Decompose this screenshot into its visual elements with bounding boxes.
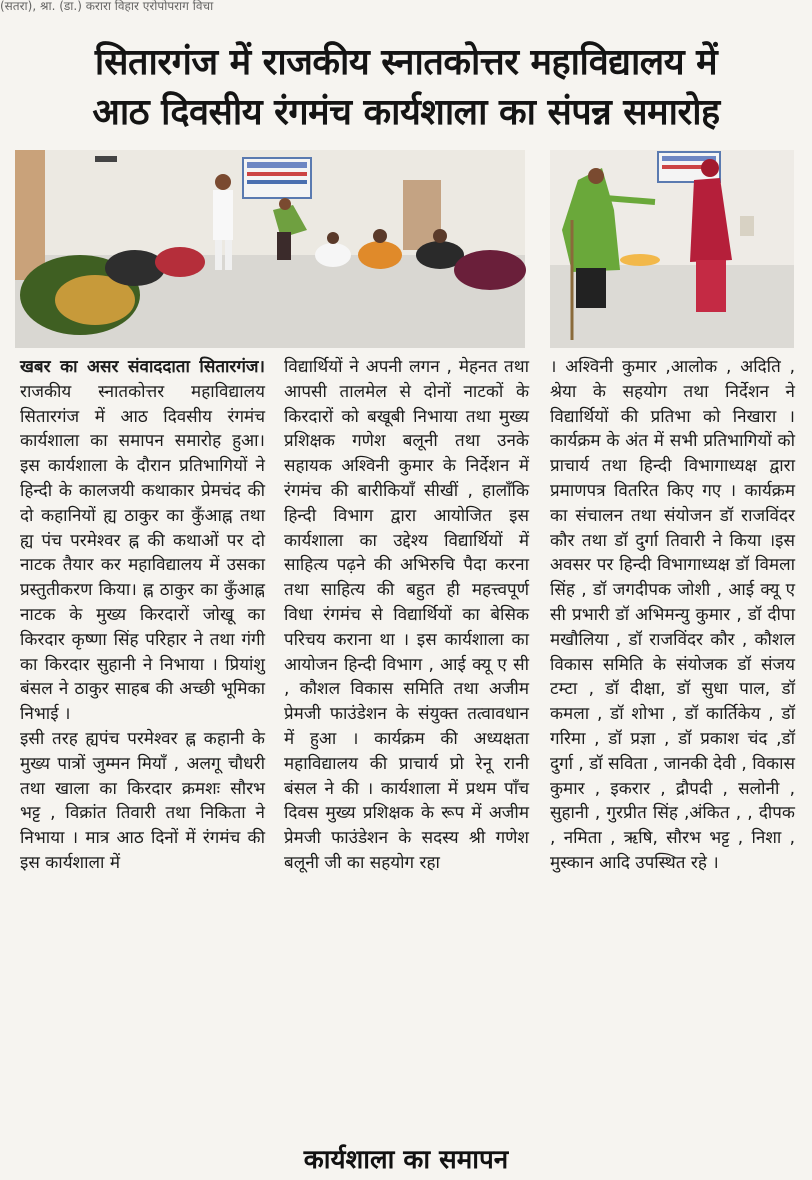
article-column-3: [550, 355, 795, 876]
next-headline-strip: कार्यशाला का समापन: [303, 1145, 509, 1175]
previous-article-strip: (सतरा), श्रा. (डा.) करारा विहार एरोपोपराग विचा: [0, 0, 214, 13]
headline: [0, 38, 812, 138]
headline-line-1: सितारगंज में राजकीय स्नातकोत्तर महाविद्यालय में: [94, 42, 718, 83]
article-text-2: विद्यार्थियों ने अपनी लगन , मेहनत तथा आपसी तालमेल से दोनों नाटकों के किरदारों को बखूबी निभाया तथा मुख्य प्रशिक्षक गणेश बलूनी तथा उनके सहायक अश्विनी कुमार के निर्देशन में रंगमंच की बारीकियाँ सीखीं , हालाँकि हिन्दी विभाग द्वारा आयोजित इस कार्यशाला का उद्देश्य विद्यार्थियों में साहित्य पढ़ने की अभिरुचि पैदा करना तथा साहित्य की बहुत ही महत्त्वपूर्ण विधा रंगमंच से विद्यार्थियों का बेसिक परिचय कराना था । इस कार्यशाला का आयोजन हिन्दी विभाग , आई क्यू ए सी , कौशल विकास समिति तथा अजीम प्रेमजी फाउंडेशन के संयुक्त तत्वावधान में हुआ । कार्यक्रम की अध्यक्षता महाविद्यालय की प्राचार्य प्रो रेनू रानी बंसल ने की । कार्यशाला में प्रथम पाँच दिवस मुख्य प्रशिक्षक के रूप में अजीम प्रेमजी फाउंडेशन के सदस्य श्री गणेश बलूनी जी का सहयोग रहा: [284, 357, 529, 873]
article-dateline: खबर का असर संवाददाता सितारगंज।: [20, 357, 265, 377]
workshop-photo: [15, 150, 525, 348]
article-column-2: [284, 355, 529, 876]
article-column-1: [20, 355, 265, 876]
performance-photo: [550, 150, 794, 348]
article-text-3: । अश्विनी कुमार ,आलोक , अदिति , श्रेया के सहयोग तथा निर्देशन ने विद्यार्थियों की प्रतिभा को निखारा ।कार्यक्रम के अंत में सभी प्रतिभागियों को प्राचार्य तथा हिन्दी विभागाध्यक्ष द्वारा प्रमाणपत्र वितरित किए गए । कार्यक्रम का संचालन तथा संयोजन डॉ राजविंदर कौर तथा डॉ दुर्गा तिवारी ने किया ।इस अवसर पर हिन्दी विभागाध्यक्ष डॉ विमला सिंह , डॉ जगदीपक जोशी , आई क्यू ए सी प्रभारी डॉ अभिमन्यु कुमार , डॉ दीपा मखौलिया , डॉ राजविंदर कौर , कौशल विकास समिति के संयोजक डॉ संजय टम्टा , डॉ दीक्षा, डॉ सुधा पाल, डॉ कमला , डॉ शोभा , डॉ कार्तिकेय , डॉ गरिमा , डॉ प्रज्ञा , डॉ प्रकाश चंद ,डॉ दुर्गा , डॉ सविता , जानकी देवी , विकास कुमार , इकरार , द्रौपदी , सलोनी , सुहानी , गुरप्रीत सिंह ,अंकित , , दीपक , नमिता , ऋषि, सौरभ भट्ट , निशा , मुस्कान आदि उपस्थित रहे ।: [550, 357, 795, 873]
headline-line-2: आठ दिवसीय रंगमंच कार्यशाला का संपन्न समारोह: [92, 92, 720, 133]
article-text-1b: इसी तरह ह्यपंच परमेश्वर ह्न कहानी के मुख्य पात्रों जुम्मन मियाँ , अलगू चौधरी तथा खाला का किरदार क्रमशः सौरभ भट्ट , विक्रांत तिवारी तथा निकिता ने निभाया । मात्र आठ दिनों में रंगमंच की इस कार्यशाला में: [20, 728, 265, 873]
article-text-1: राजकीय स्नातकोत्तर महाविद्यालय सितारगंज में आठ दिवसीय रंगमंच कार्यशाला का समापन समारोह हुआ। इस कार्यशाला के दौरान प्रतिभागियों ने हिन्दी के कालजयी कथाकार प्रेमचंद की दो कहानियों ह्य ठाकुर का कुँआह्न तथा ह्य पंच परमेश्वर ह्न की कथाओं पर दो नाटक तैयार कर महाविद्यालय में उसका प्रस्तुतीकरण किया। ह्न ठाकुर का कुँआह्न नाटक के मुख्य किरदारों जोखू का किरदार कृष्णा सिंह परिहार ने तथा गंगी का किरदार सुहानी ने निभाया । प्रियांशु बंसल ने ठाकुर साहब की अच्छी भूमिका निभाई ।: [20, 381, 265, 725]
